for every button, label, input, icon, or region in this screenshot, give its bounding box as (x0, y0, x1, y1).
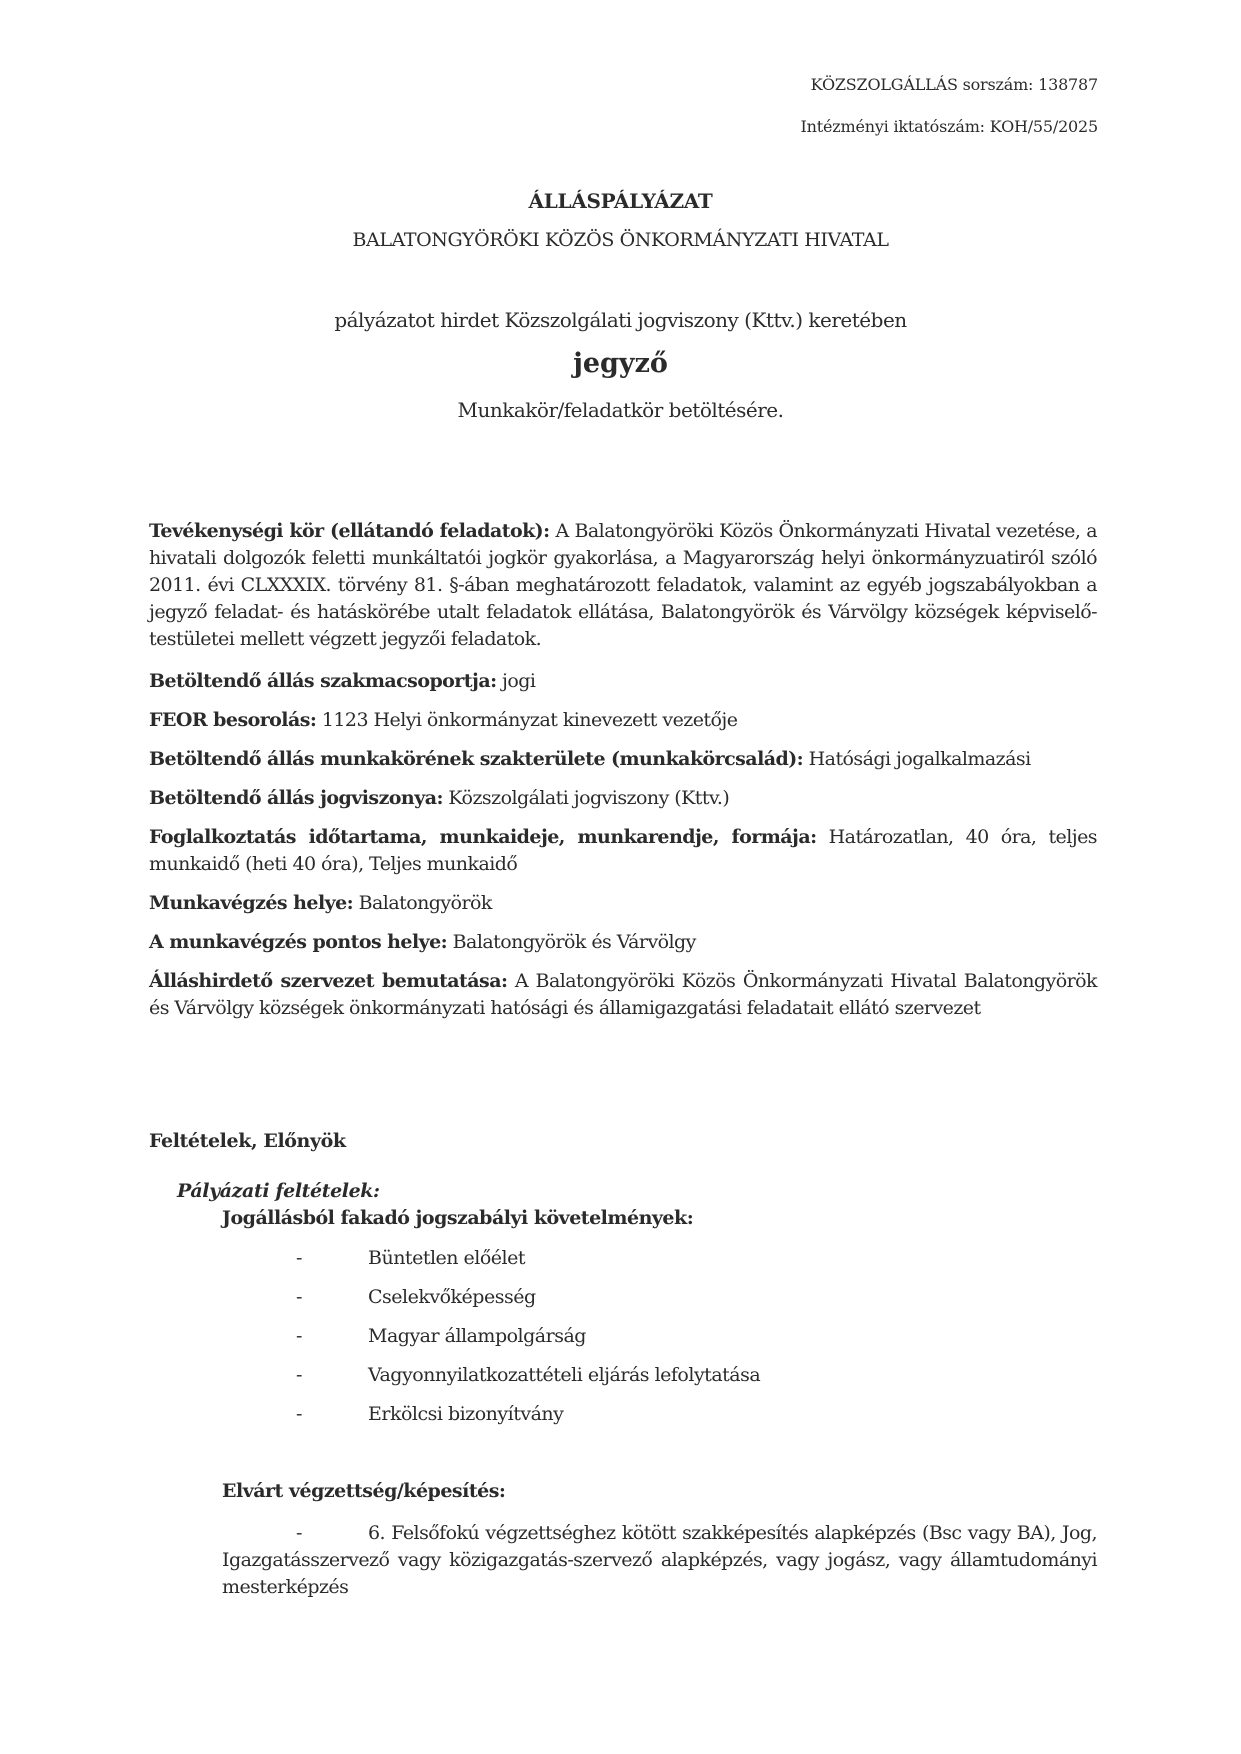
field-label: FEOR besorolás: (149, 709, 317, 731)
serial-number: KÖZSZOLGÁLLÁS sorszám: 138787 (810, 75, 1098, 94)
requirement-item: - Cselekvőképesség (296, 1286, 536, 1308)
filing-number: Intézményi iktatószám: KOH/55/2025 (800, 117, 1098, 136)
field-label: Tevékenységi kör (ellátandó feladatok): (149, 520, 550, 542)
field-value: Hatósági jogalkalmazási (808, 748, 1031, 770)
legal-requirements-heading: Jogállásból fakadó jogszabályi követelmények: (222, 1207, 694, 1229)
field-legal-relationship (149, 785, 1097, 812)
field-label: Munkavégzés helye: (149, 892, 354, 914)
field-label: A munkavégzés pontos helye: (149, 931, 448, 953)
requirement-item: - Erkölcsi bizonyítvány (296, 1403, 564, 1425)
field-professional-group (149, 668, 1097, 695)
field-value: Határozatlan, 40 óra, teljes munkaidő (heti 40 óra), Teljes munkaidő (149, 826, 1097, 875)
education-heading: Elvárt végzettség/képesítés: (222, 1480, 506, 1502)
field-value: A Balatongyöröki Közös Önkormányzati Hivatal vezetése, a hivatali dolgozók feletti munkáltatói jogkör gyakorlása, a Magyarország helyi önkormányzuatiról szóló 2011. évi CLXXXIX. törvény 81. §-ában meghatározott feladatok, valamint az egyéb jogszabályokban a jegyző feladat- és hatáskörébe utalt feladatok ellátása, Balatongyörök és Várvölgy községek képviselő-testületei mellett végzett jegyzői feladatok. (149, 520, 1097, 650)
position-title: jegyző (573, 348, 668, 379)
dash-bullet: - (296, 1247, 302, 1269)
field-value: A Balatongyöröki Közös Önkormányzati Hivatal Balatongyörök és Várvölgy községek önkormányzati hatósági és államigazgatási feladatait ellátó szervezet (149, 970, 1097, 1019)
field-label: Álláshirdető szervezet bemutatása: (149, 970, 508, 992)
dash-bullet: - (296, 1364, 302, 1386)
field-label: Betöltendő állás jogviszonya: (149, 787, 443, 809)
conditions-heading: Feltételek, Előnyök (149, 1130, 346, 1152)
dash-bullet: - (296, 1403, 302, 1425)
organization-name: BALATONGYÖRÖKI KÖZÖS ÖNKORMÁNYZATI HIVATAL (352, 229, 889, 251)
field-feor (149, 707, 1097, 734)
field-value: Közszolgálati jogviszony (Kttv.) (448, 787, 730, 809)
field-value: jogi (502, 670, 536, 692)
field-label: Betöltendő állás munkakörének szakterülete (munkakörcsalád): (149, 748, 804, 770)
field-exact-workplace (149, 929, 1097, 956)
dash-bullet: - (296, 1522, 302, 1544)
document-title: ÁLLÁSPÁLYÁZAT (528, 189, 713, 213)
field-employment-terms (149, 824, 1097, 878)
field-label: Betöltendő állás szakmacsoportja: (149, 670, 497, 692)
requirement-item: - Vagyonnyilatkozattételi eljárás lefolytatása (296, 1364, 761, 1386)
requirement-item: - Büntetlen előélet (296, 1247, 526, 1269)
application-conditions-heading: Pályázati feltételek: (177, 1180, 380, 1202)
position-suffix: Munkakör/feladatkör betöltésére. (457, 398, 784, 422)
field-value: 1123 Helyi önkormányzat kinevezett vezetője (321, 709, 738, 731)
field-activities (149, 518, 1097, 653)
dash-bullet: - (296, 1325, 302, 1347)
field-value: Balatongyörök (358, 892, 492, 914)
field-organization-description (149, 968, 1097, 1022)
field-label: Foglalkoztatás időtartama, munkaideje, munkarendje, formája: (149, 826, 817, 848)
field-value: Balatongyörök és Várvölgy (452, 931, 696, 953)
announcement-text: pályázatot hirdet Közszolgálati jogviszony (Kttv.) keretében (334, 308, 907, 332)
requirement-item: - Magyar állampolgárság (296, 1325, 586, 1347)
field-job-area (149, 746, 1097, 773)
field-workplace (149, 890, 1097, 917)
dash-bullet: - (296, 1286, 302, 1308)
education-item: - 6. Felsőfokú végzettséghez kötött szakképesítés alapképzés (Bsc vagy BA), Jog, Igazgatásszervező vagy közigazgatás-szervező alapképzés, vagy jogász, vagy államtudományi mesterképzés (222, 1522, 1097, 1598)
